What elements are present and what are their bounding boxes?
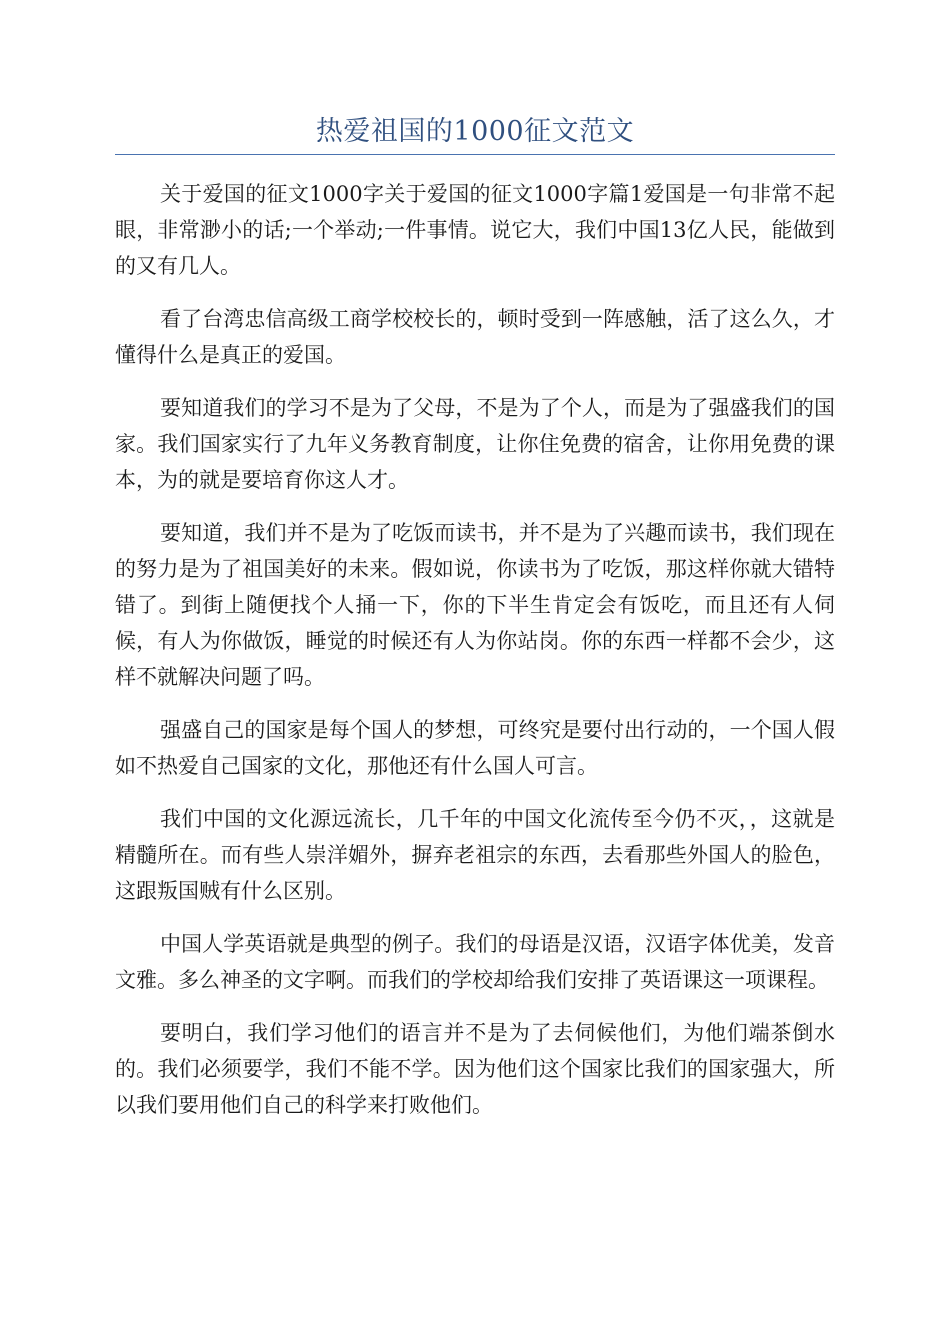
paragraph-3: 要知道我们的学习不是为了父母，不是为了个人，而是为了强盛我们的国家。我们国家实行了九年义务教育制度，让你住免费的宿舍，让你用免费的课本，为的就是要培育你这人才。 bbox=[115, 396, 835, 492]
title-underline bbox=[115, 154, 835, 155]
paragraph-7: 中国人学英语就是典型的例子。我们的母语是汉语，汉语字体优美，发音文雅。多么神圣的文字啊。而我们的学校却给我们安排了英语课这一项课程。 bbox=[115, 932, 835, 992]
paragraph-5: 强盛自己的国家是每个国人的梦想，可终究是要付出行动的，一个国人假如不热爱自己国家的文化，那他还有什么国人可言。 bbox=[115, 718, 835, 778]
paragraph-1: 关于爱国的征文1000字关于爱国的征文1000字篇1爱国是一句非常不起眼，非常渺小的话;一个举动;一件事情。说它大，我们中国13亿人民，能做到的又有几人。 bbox=[115, 182, 835, 278]
paragraph-6: 我们中国的文化源远流长，几千年的中国文化流传至今仍不灭，，这就是精髓所在。而有些人崇洋媚外，摒弃老祖宗的东西，去看那些外国人的脸色，这跟叛国贼有什么区别。 bbox=[115, 807, 835, 903]
document-body bbox=[115, 176, 835, 1140]
paragraph-4: 要知道，我们并不是为了吃饭而读书，并不是为了兴趣而读书，我们现在的努力是为了祖国美好的未来。假如说，你读书为了吃饭，那这样你就大错特错了。到街上随便找个人捅一下，你的下半生肯定会有饭吃，而且还有人伺候，有人为你做饭，睡觉的时候还有人为你站岗。你的东西一样都不会少，这样不就解决问题了吗。 bbox=[115, 521, 835, 689]
paragraph-2: 看了台湾忠信高级工商学校校长的，顿时受到一阵感触，活了这么久，才懂得什么是真正的爱国。 bbox=[115, 307, 835, 367]
paragraph-8: 要明白，我们学习他们的语言并不是为了去伺候他们，为他们端茶倒水的。我们必须要学，我们不能不学。因为他们这个国家比我们的国家强大，所以我们要用他们自己的科学来打败他们。 bbox=[115, 1021, 835, 1117]
document-title: 热爱祖国的1000征文范文 bbox=[315, 116, 635, 147]
